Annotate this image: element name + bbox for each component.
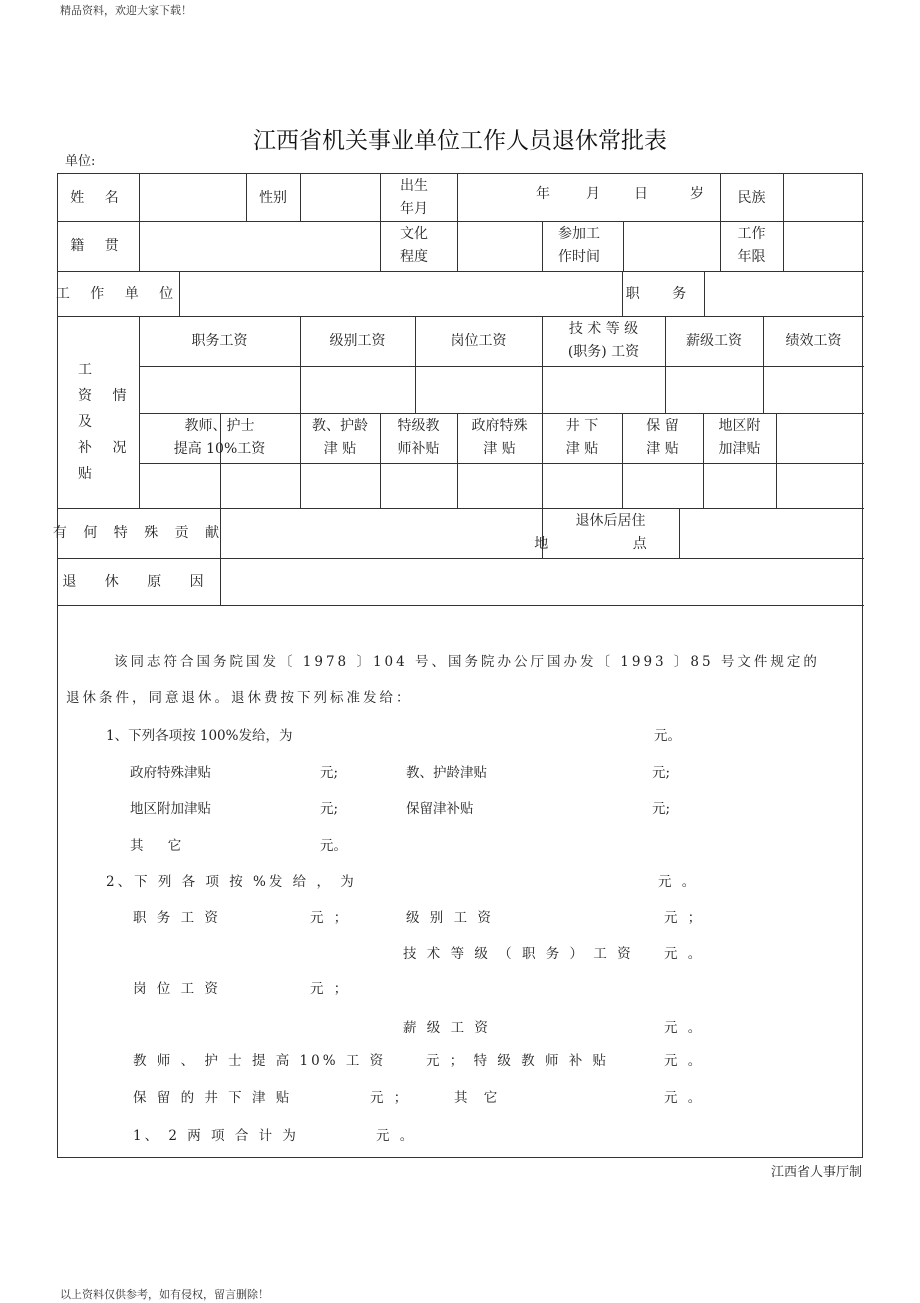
level-wage-yuan: 元 ； bbox=[664, 910, 705, 926]
label-birth: 出生 年月 bbox=[400, 177, 428, 217]
other1-yuan: 元。 bbox=[320, 838, 347, 854]
label-day: 日 bbox=[634, 186, 648, 202]
approval-intro-line2: 退休条件，同意退休。退休费按下列标准发给： bbox=[66, 690, 413, 706]
header-salary-wage: 薪级工资 bbox=[686, 333, 742, 349]
teacher-10-label: 教 师 、 护 士 提 高 10% 工 资 bbox=[133, 1053, 387, 1069]
tech-wage-label: 技 术 等 级 （ 职 务 ） 工 资 bbox=[403, 946, 634, 962]
label-name: 姓 名 bbox=[70, 189, 127, 206]
label-workplace: 工 作 单 位 bbox=[55, 285, 182, 302]
total-yuan: 元 。 bbox=[376, 1128, 417, 1144]
item2-line: 2、下 列 各 项 按 %发 给 ， 为 bbox=[106, 874, 357, 890]
header-special-teacher: 特级教 师补贴 bbox=[397, 418, 440, 457]
retain-allow-yuan: 元; bbox=[652, 801, 671, 817]
header-performance-wage: 绩效工资 bbox=[785, 333, 842, 349]
label-wage-section: 工 资 情 及 补 况 贴 bbox=[78, 362, 135, 482]
label-join-work: 参加工 作时间 bbox=[558, 226, 600, 265]
post-wage-label: 职 务 工 资 bbox=[133, 910, 221, 926]
label-residence: 退休后居住 地 点 bbox=[534, 513, 687, 552]
level-wage-label: 级 别 工 资 bbox=[406, 910, 494, 926]
job-wage-yuan: 元 ； bbox=[310, 981, 351, 997]
header-region-allow: 地区附 加津贴 bbox=[718, 418, 761, 457]
region-allow-label: 地区附加津贴 bbox=[130, 801, 211, 817]
label-ethnicity: 民族 bbox=[737, 189, 766, 206]
label-contribution: 有 何 特 殊 贡 献 bbox=[52, 525, 226, 541]
header-note: 精品资料，欢迎大家下载！ bbox=[60, 4, 192, 17]
gov-allow-label: 政府特殊津贴 bbox=[130, 765, 211, 781]
label-age: 岁 bbox=[690, 186, 704, 202]
label-native: 籍 贯 bbox=[70, 238, 127, 254]
approval-form bbox=[52, 173, 863, 1158]
teach-allow-yuan: 元; bbox=[652, 765, 671, 781]
salary-wage-label: 薪 级 工 资 bbox=[403, 1020, 491, 1036]
issuer: 江西省人事厅制 bbox=[770, 1165, 862, 1180]
header-level-wage: 级别工资 bbox=[329, 333, 386, 349]
item1-line: 1、下列各项按 100%发给，为 bbox=[106, 728, 293, 744]
job-wage-label: 岗 位 工 资 bbox=[133, 981, 221, 997]
label-education: 文化 程度 bbox=[400, 226, 428, 265]
header-teach-nurse-allow: 教、护龄 津 贴 bbox=[312, 418, 368, 457]
teach-allow-label: 教、护龄津贴 bbox=[406, 765, 487, 781]
label-reason: 退 休 原 因 bbox=[62, 573, 216, 590]
item2-yuan: 元 。 bbox=[658, 874, 699, 890]
other1-label: 其 它 bbox=[130, 838, 192, 854]
item1-yuan: 元。 bbox=[654, 728, 681, 744]
unit-label: 单位: bbox=[65, 154, 96, 169]
label-position: 职 务 bbox=[625, 285, 701, 302]
header-teacher-10: 教师、护士 提高 10%工资 bbox=[173, 418, 266, 457]
teacher-10-yuan: 元 ； 特 级 教 师 补 贴 bbox=[426, 1053, 610, 1069]
label-year: 年 bbox=[536, 186, 550, 202]
header-mine-allow: 井 下 津 贴 bbox=[565, 418, 599, 457]
label-tenure: 工作 年限 bbox=[737, 226, 766, 265]
tech-wage-yuan: 元 。 bbox=[664, 946, 705, 962]
special-teacher-yuan: 元 。 bbox=[664, 1053, 705, 1069]
header-job-wage: 岗位工资 bbox=[450, 333, 507, 349]
gov-allow-yuan: 元; bbox=[320, 765, 339, 781]
mine-allow-label: 保 留 的 井 下 津 贴 bbox=[133, 1090, 293, 1106]
other2-label: 其 它 bbox=[454, 1090, 504, 1106]
mine-allow-yuan: 元 ； bbox=[370, 1090, 411, 1106]
label-month: 月 bbox=[586, 186, 600, 202]
footer-note: 以上资料仅供参考，如有侵权，留言删除！ bbox=[60, 1288, 269, 1301]
header-retain-allow: 保 留 津 贴 bbox=[646, 418, 679, 457]
total-label: 1、 2 两 项 合 计 为 bbox=[133, 1128, 299, 1144]
post-wage-yuan: 元 ； bbox=[310, 910, 351, 926]
approval-intro-line1: 该同志符合国务院国发〔 1978 〕104 号、国务院办公厅国办发〔 1993 〕85 号文件规定的 bbox=[114, 654, 820, 670]
region-allow-yuan: 元; bbox=[320, 801, 339, 817]
salary-wage-yuan: 元 。 bbox=[664, 1020, 705, 1036]
header-gov-allow: 政府特殊 津 贴 bbox=[471, 418, 528, 457]
label-gender: 性别 bbox=[259, 189, 287, 206]
header-post-wage: 职务工资 bbox=[191, 333, 248, 349]
retain-allow-label: 保留津补贴 bbox=[406, 801, 474, 817]
other2-yuan: 元 。 bbox=[664, 1090, 705, 1106]
page-title: 江西省机关事业单位工作人员退休常批表 bbox=[253, 128, 667, 154]
header-tech-wage: 技 术 等 级 (职务) 工资 bbox=[567, 321, 640, 360]
